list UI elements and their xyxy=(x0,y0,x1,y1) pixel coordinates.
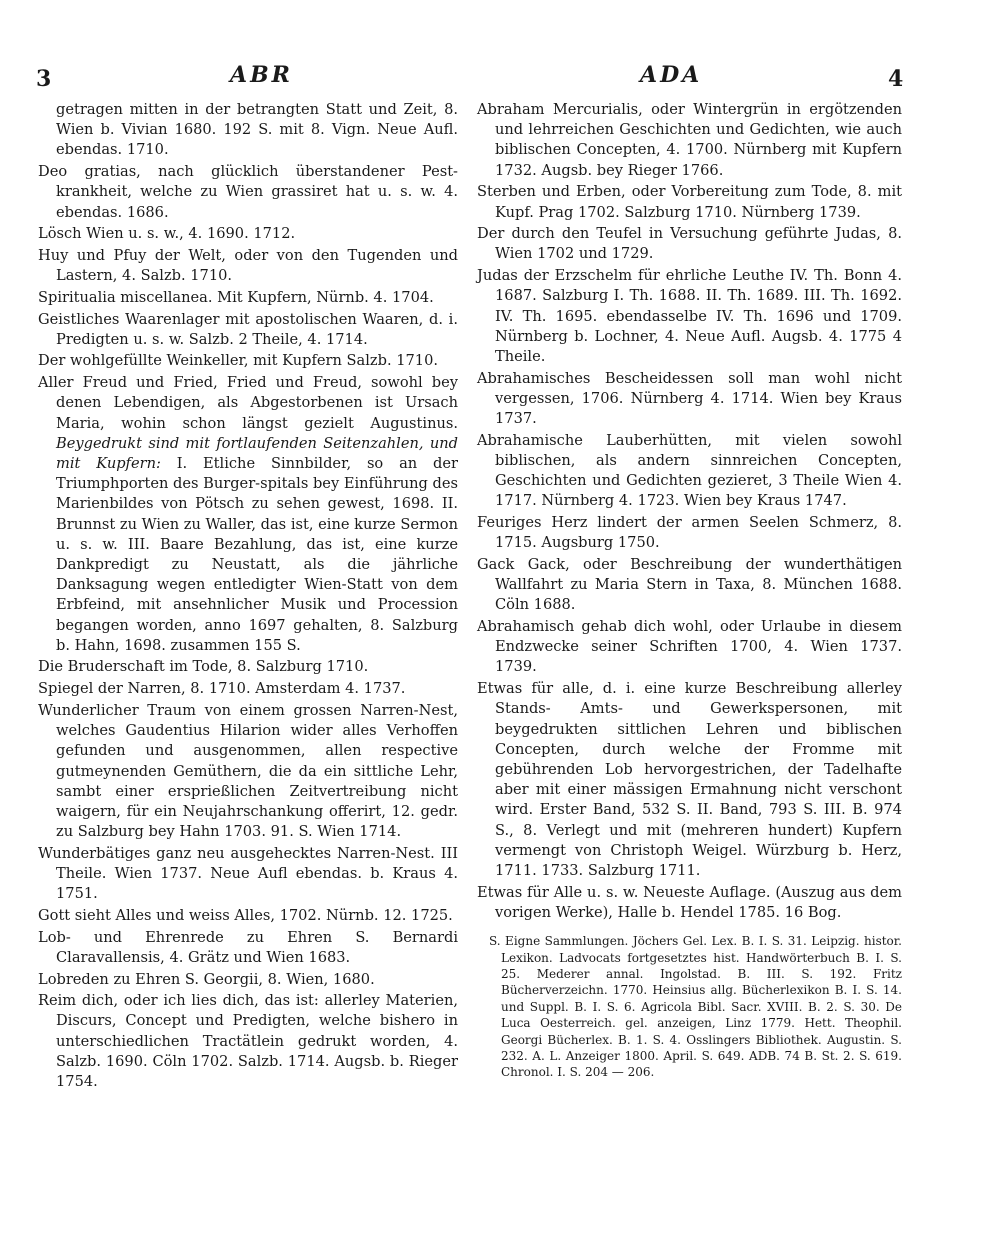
entry: Abrahamisch gehab dich wohl, oder Urlaube in diesem Endzwecke seiner Schriften 1700, 4. Wien 1737. 1739. xyxy=(477,618,902,676)
entry: Geistliches Waarenlager mit apostolischen Waaren, d. i. Predigten u. s. w. Salzb. 2 Theile, 4. 1714. xyxy=(38,310,458,348)
entry: Etwas für Alle u. s. w. Neueste Auflage. (Auszug aus dem vorigen Werke), Halle b. Hendel 1785. 16 Bog. xyxy=(477,883,902,921)
entry: Lösch Wien u. s. w., 4. 1690. 1712. xyxy=(38,225,296,243)
entry: Wunderlicher Traum von einem grossen Narren-Nest, welches Gaudentius Hilarion wider alles Verhoffen gefunden und ausgenommen, allen respective gutmeynenden Gemüthern, die da ein sittliche Lehr, sambt einer ersprießlichen Zeitvertreibung nicht waigern, für ein Neujahrschankung offerirt, 12. gedr. zu Salzburg bey Hahn 1703. 91. S. Wien 1714. xyxy=(38,701,458,841)
entry: Gack Gack, oder Beschreibung der wunderthätigen Wallfahrt zu Maria Stern in Taxa, 8. München 1688. Cöln 1688. xyxy=(477,555,902,614)
entry: Abrahamisches Bescheidessen soll man wohl nicht vergessen, 1706. Nürnberg 4. 1714. Wien bey Kraus 1737. xyxy=(477,369,902,428)
page-header xyxy=(30,62,920,96)
entry: Feuriges Herz lindert der armen Seelen Schmerz, 8. 1715. Augsburg 1750. xyxy=(477,514,902,552)
entry: Deo gratias, nach glücklich überstandener Pest-krankheit, welche zu Wien grassiret hat u. s. w. 4. ebendas. 1686. xyxy=(38,163,458,221)
page-number-left: 3 xyxy=(36,66,52,92)
entry: Sterben und Erben, oder Vorbereitung zum Tode, 8. mit Kupf. Prag 1702. Salzburg 1710. Nürnberg 1739. xyxy=(477,183,902,221)
entry-aller-freud xyxy=(38,373,458,656)
entry: Gott sieht Alles und weiss Alles, 1702. Nürnb. 12. 1725. xyxy=(38,906,453,924)
entry: Abrahamische Lauberhütten, mit vielen sowohl biblischen, als andern sinnreichen Concepten, Geschichten und Gedichten gezieret, 3 Theile Wien 4. 1717. Nürnberg 4. 1723. Wien bey Kraus 1747. xyxy=(477,431,902,510)
entry: Huy und Pfuy der Welt, oder von den Tugenden und Lastern, 4. Salzb. 1710. xyxy=(38,246,458,285)
right-column xyxy=(477,100,902,1093)
page-number-right: 4 xyxy=(888,66,904,92)
footnote-sources: S. Eigne Sammlungen. Jöchers Gel. Lex. B. I. S. 31. Leipzig. histor. Lexikon. Ladvocats fortgesetztes hist. Handwörterbuch B. I. S. 25. Mederer annal. Ingolstad. B. III. S. 192. Fritz Bücherverzeichn. 1770. Heinsius allg. Bücherlexikon B. I. S. 14. und Suppl. B. I. S. 6. Agricola Bibl. Sacr. XVIII. B. 2. S. 30. De Luca Oesterreich. gel. anzeigen, Linz 1779. Hett. Theophil. Georgi Bücherlex. B. 1. S. 4. Osslingers Bibliothek. Augustin. S. 232. A. L. Anzeiger 1800. April. S. 649. ADB. 74 B. St. 2. S. 619. Chronol. I. S. 204 — 206. xyxy=(489,934,902,1080)
entry: Etwas für alle, d. i. eine kurze Beschreibung allerley Stands- Amts- und Gewerkspersonen, mit beygedrukten sittlichen Lehren und biblischen Concepten, durch welche der Fromme mit gebührenden Lob hervorgestrichen, der Tadelhafte aber mit einer mässigen Ermahnung nicht verschont wird. Erster Band, 532 S. II. Band, 793 S. III. B. 974 S., 8. Verlegt und mit (mehreren hundert) Kupfern vermengt von Christoph Weigel. Würzburg b. Herz, 1711. 1733. Salzburg 1711. xyxy=(477,680,902,880)
entry-aller-freud-italic: Beygedrukt sind mit fortlaufenden Seitenzahlen, und mit Kupfern: xyxy=(56,434,458,472)
entry: Abraham Mercurialis, oder Wintergrün in ergötzenden und lehrreichen Geschichten und Gedichten, wie auch biblischen Concepten, 4. 1700. Nürnberg mit Kupfern 1732. Augsb. bey Rieger 1766. xyxy=(477,101,902,179)
entry: Die Bruderschaft im Tode, 8. Salzburg 1710. xyxy=(38,658,369,676)
entry: Spiegel der Narren, 8. 1710. Amsterdam 4. 1737. xyxy=(38,680,406,698)
entry: Lobreden zu Ehren S. Georgii, 8. Wien, 1680. xyxy=(38,970,375,988)
running-head-right: ADA xyxy=(640,62,703,88)
entry: Spiritualia miscellanea. Mit Kupfern, Nürnb. 4. 1704. xyxy=(38,288,434,306)
entry: Wunderbätiges ganz neu ausgehecktes Narren-Nest. III Theile. Wien 1737. Neue Aufl ebendas. b. Kraus 4. 1751. xyxy=(38,844,458,903)
entry: Reim dich, oder ich lies dich, das ist: allerley Materien, Discurs, Concept und Predigten, welche bishero in unterschiedlichen Tractätlein gedrukt worden, 4. Salzb. 1690. Cöln 1702. Salzb. 1714. Augsb. b. Rieger 1754. xyxy=(38,992,458,1091)
running-head-left: ABR xyxy=(230,62,293,88)
entry: Lob- und Ehrenrede zu Ehren S. Bernardi Claravallensis, 4. Grätz und Wien 1683. xyxy=(38,928,458,966)
entry-aller-freud-rest: I. Etliche Sinnbilder, so an der Triumphporten des Burger-spitals bey Einführung des Marienbildes von Pötsch zu sehen gewest, 1698. II. Brunnst zu Wien zu Waller, das ist, eine kurze Sermon u. s. w. III. Baare Bezahlung, das ist, eine kurze Dankpredigt zu Neustatt, als die jährliche Danksagung wegen entledigter Wien-Statt von dem Erbfeind, mit ansehnlicher Musik und Procession begangen worden, anno 1697 gehalten, 8. Salzburg b. Hahn, 1698. zusammen 155 S. xyxy=(56,454,459,654)
entry: Judas der Erzschelm für ehrliche Leuthe IV. Th. Bonn 4. 1687. Salzburg I. Th. 1688. II. Th. 1689. III. Th. 1692. IV. Th. 1695. ebendasselbe IV. Th. 1696 und 1709. Nürnberg b. Lochner, 4. Neue Aufl. Augsb. 4. 1775 4 Theile. xyxy=(477,267,902,365)
entry-aller-freud-title: Aller Freud und Fried, Fried und Freud, sowohl bey denen Lebendigen, als Abgestorbenen ist Ursach Maria, wohin schon längst gezielt Augustinus. xyxy=(38,374,458,432)
entry: Der durch den Teufel in Versuchung geführte Judas, 8. Wien 1702 und 1729. xyxy=(477,225,902,263)
entry: Der wohlgefüllte Weinkeller, mit Kupfern Salzb. 1710. xyxy=(38,352,439,370)
left-column xyxy=(38,100,458,1094)
entry-continued: getragen mitten in der betrangten Statt und Zeit, 8. Wien b. Vivian 1680. 192 S. mit 8. Vign. Neue Aufl. ebendas. 1710. xyxy=(56,101,458,159)
